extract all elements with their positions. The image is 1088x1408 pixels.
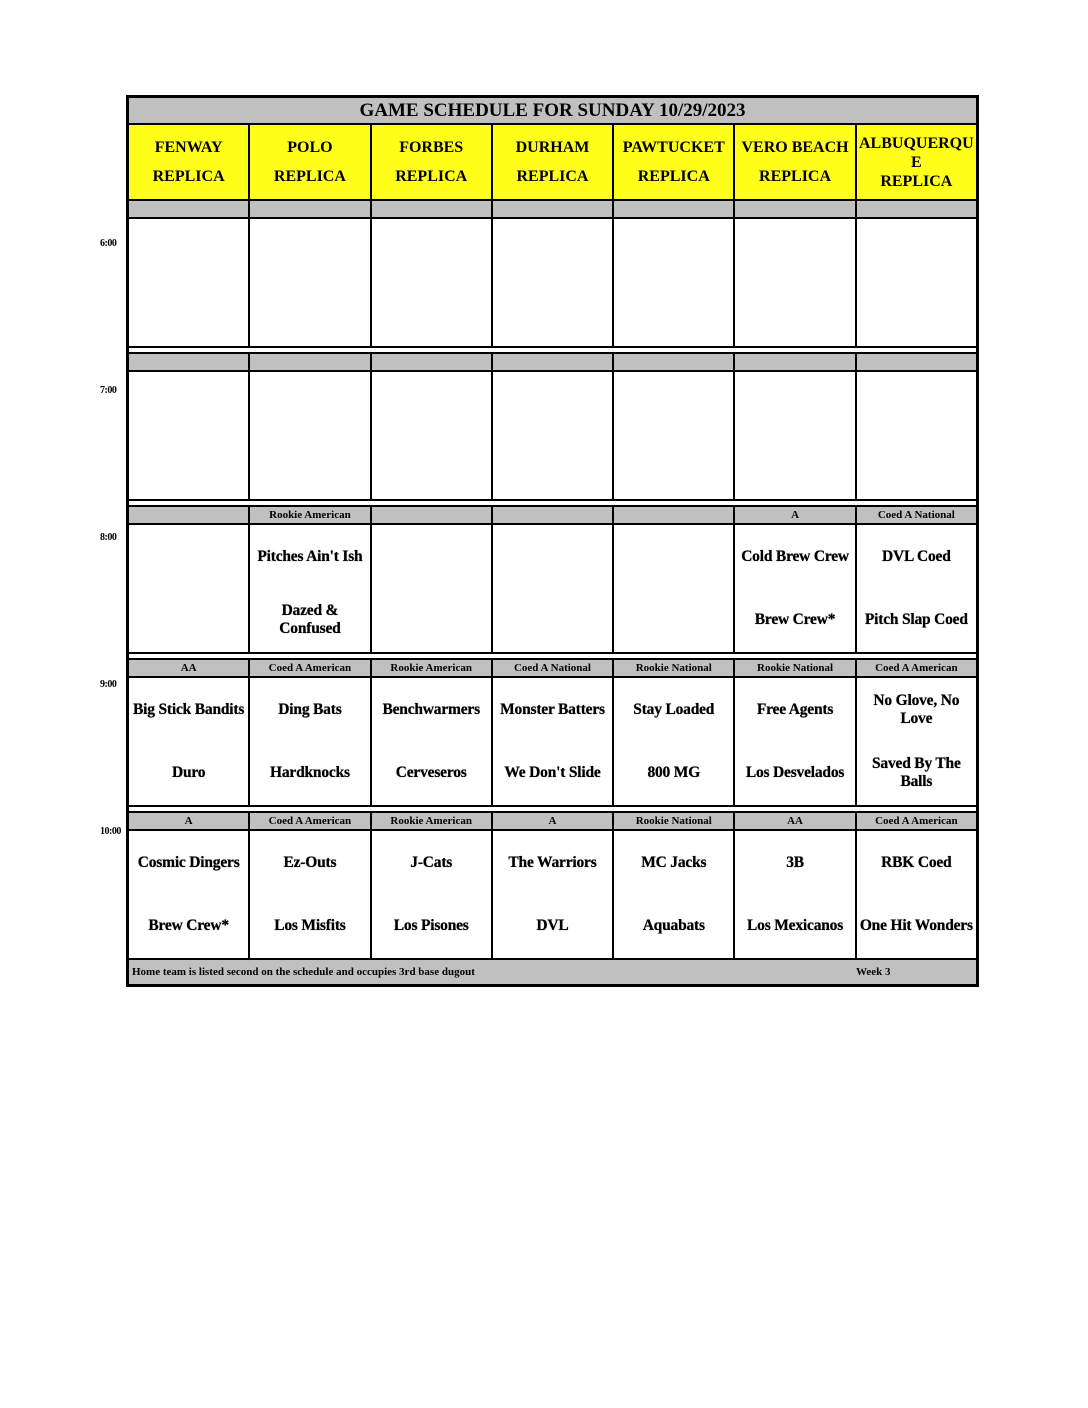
home-team	[915, 436, 917, 500]
division-label	[855, 354, 976, 370]
away-team: Benchwarmers	[382, 700, 480, 718]
division-label: AA	[733, 813, 854, 829]
away-team	[915, 219, 917, 283]
home-team	[551, 589, 553, 653]
away-team	[309, 372, 311, 436]
division-label: Coed A American	[248, 813, 369, 829]
home-team	[430, 589, 432, 653]
division-label: Rookie National	[612, 813, 733, 829]
game-cell	[612, 525, 733, 652]
field-name: FORBES	[399, 139, 464, 156]
division-label: Coed A National	[491, 660, 612, 676]
home-team	[188, 283, 190, 347]
home-team	[188, 436, 190, 500]
game-cell	[491, 678, 612, 805]
field-header	[129, 125, 248, 199]
game-cell	[855, 372, 976, 499]
footer-note: Home team is listed second on the schedule and occupies 3rd base dugout	[132, 966, 475, 978]
away-team: 3B	[786, 853, 804, 871]
game-cell	[248, 372, 369, 499]
game-cell	[129, 678, 248, 805]
away-team: J-Cats	[410, 853, 453, 871]
away-team: Ding Bats	[278, 700, 342, 718]
division-label	[855, 201, 976, 217]
home-team: DVL	[536, 917, 569, 935]
division-row	[129, 352, 976, 372]
division-row	[129, 658, 976, 678]
away-team: Cold Brew Crew	[741, 547, 849, 565]
game-cell	[491, 831, 612, 958]
home-team	[430, 436, 432, 500]
game-cell	[733, 219, 854, 346]
field-header	[733, 125, 854, 199]
away-team: MC Jacks	[641, 853, 707, 871]
time-label: 6:00	[100, 238, 117, 249]
home-team: Brew Crew*	[754, 611, 836, 629]
field-name: VERO BEACH	[741, 139, 849, 156]
home-team	[551, 283, 553, 347]
field-header	[855, 125, 976, 199]
home-team: Los Pisones	[393, 917, 469, 935]
game-cell	[248, 525, 369, 652]
home-team	[430, 283, 432, 347]
time-label: 7:00	[100, 385, 117, 396]
field-type: REPLICA	[516, 168, 589, 185]
home-team	[309, 283, 311, 347]
game-cell	[370, 372, 491, 499]
away-team	[673, 525, 675, 589]
division-label	[491, 354, 612, 370]
away-team	[915, 372, 917, 436]
away-team	[794, 372, 796, 436]
field-header	[491, 125, 612, 199]
away-team: Ez-Outs	[283, 853, 337, 871]
division-label: Coed A American	[855, 660, 976, 676]
division-label	[370, 201, 491, 217]
division-label	[248, 201, 369, 217]
field-name: PAWTUCKET	[622, 139, 725, 156]
field-header-row	[129, 125, 976, 201]
game-row	[129, 831, 976, 960]
division-label: Rookie American	[370, 660, 491, 676]
home-team: Los Desvelados	[745, 764, 845, 782]
game-cell	[612, 219, 733, 346]
away-team	[673, 219, 675, 283]
home-team	[551, 436, 553, 500]
home-team: Pitch Slap Coed	[864, 611, 968, 629]
division-label	[370, 354, 491, 370]
game-cell	[855, 525, 976, 652]
away-team	[551, 372, 553, 436]
time-slots	[129, 201, 976, 960]
game-cell	[491, 372, 612, 499]
home-team: Hardknocks	[270, 764, 350, 782]
time-label: 10:00	[100, 826, 121, 837]
schedule-footer	[129, 960, 976, 984]
field-type: REPLICA	[759, 168, 832, 185]
game-row	[129, 372, 976, 501]
game-cell	[612, 678, 733, 805]
home-team	[188, 589, 190, 653]
division-label: Rookie National	[733, 660, 854, 676]
schedule-title: GAME SCHEDULE FOR SUNDAY 10/29/2023	[129, 98, 976, 125]
time-label: 8:00	[100, 532, 117, 543]
division-label: A	[491, 813, 612, 829]
field-type: REPLICA	[637, 168, 710, 185]
home-team	[794, 283, 796, 347]
away-team: Free Agents	[756, 700, 834, 718]
home-team: Aquabats	[642, 917, 705, 935]
division-label	[248, 354, 369, 370]
division-label: A	[129, 813, 248, 829]
home-team	[794, 436, 796, 500]
away-team	[551, 219, 553, 283]
division-label: Rookie American	[370, 813, 491, 829]
home-team	[915, 283, 917, 347]
home-team: We Don't Slide	[504, 764, 601, 782]
division-label: A	[733, 507, 854, 523]
game-cell	[491, 219, 612, 346]
field-header	[248, 125, 369, 199]
away-team	[794, 219, 796, 283]
game-cell	[491, 525, 612, 652]
field-type: REPLICA	[273, 168, 346, 185]
field-header	[612, 125, 733, 199]
away-team	[430, 219, 432, 283]
division-row	[129, 201, 976, 219]
home-team	[673, 283, 675, 347]
game-cell	[733, 372, 854, 499]
division-label	[612, 354, 733, 370]
game-cell	[129, 219, 248, 346]
game-cell	[129, 831, 248, 958]
home-team: Dazed & Confused	[279, 602, 341, 638]
away-team: DVL Coed	[882, 547, 951, 565]
game-cell	[370, 525, 491, 652]
home-team: One Hit Wonders	[859, 917, 973, 935]
field-type: REPLICA	[152, 168, 225, 185]
away-team: RBK Coed	[881, 853, 952, 871]
game-cell	[129, 525, 248, 652]
game-cell	[248, 219, 369, 346]
home-team	[673, 589, 675, 653]
game-cell	[855, 219, 976, 346]
division-label	[370, 507, 491, 523]
away-team: Pitches Ain't Ish	[257, 547, 363, 565]
away-team	[188, 219, 190, 283]
away-team: Cosmic Dingers	[137, 853, 240, 871]
division-row	[129, 505, 976, 525]
division-label: Coed A American	[248, 660, 369, 676]
game-cell	[733, 831, 854, 958]
home-team: Los Mexicanos	[747, 917, 844, 935]
division-label	[733, 201, 854, 217]
division-label	[129, 354, 248, 370]
away-team	[430, 525, 432, 589]
home-team: Los Misfits	[274, 917, 346, 935]
away-team	[309, 219, 311, 283]
division-label	[612, 507, 733, 523]
division-label: AA	[129, 660, 248, 676]
away-team: Stay Loaded	[633, 700, 715, 718]
division-label: Rookie National	[612, 660, 733, 676]
game-cell	[855, 831, 976, 958]
division-label	[612, 201, 733, 217]
game-row	[129, 525, 976, 654]
game-cell	[248, 678, 369, 805]
home-team: Saved By The Balls	[872, 755, 961, 791]
home-team: Duro	[171, 764, 206, 782]
field-type: REPLICA	[880, 172, 953, 190]
away-team: Big Stick Bandits	[133, 700, 245, 718]
away-team	[430, 372, 432, 436]
game-cell	[733, 678, 854, 805]
field-type: REPLICA	[395, 168, 468, 185]
away-team	[673, 372, 675, 436]
game-cell	[612, 372, 733, 499]
time-label: 9:00	[100, 679, 117, 690]
week-label: Week 3	[856, 966, 891, 978]
division-label	[491, 507, 612, 523]
away-team	[188, 525, 190, 589]
game-row	[129, 678, 976, 807]
home-team	[309, 436, 311, 500]
division-label	[129, 201, 248, 217]
game-cell	[855, 678, 976, 805]
division-label	[129, 507, 248, 523]
field-name: DURHAM	[515, 139, 590, 156]
away-team: No Glove, No Love	[873, 691, 960, 727]
home-team	[673, 436, 675, 500]
game-cell	[733, 525, 854, 652]
away-team: The Warriors	[508, 853, 597, 871]
home-team: 800 MG	[647, 764, 701, 782]
away-team: Monster Batters	[500, 700, 605, 718]
game-cell	[370, 219, 491, 346]
division-label: Rookie American	[248, 507, 369, 523]
home-team: Cerveseros	[395, 764, 467, 782]
field-name: FENWAY	[154, 139, 223, 156]
away-team	[551, 525, 553, 589]
game-cell	[370, 678, 491, 805]
schedule-table	[126, 95, 979, 987]
game-row	[129, 219, 976, 348]
home-team: Brew Crew*	[148, 917, 229, 935]
game-cell	[248, 831, 369, 958]
field-name: ALBUQUERQUE	[858, 134, 974, 171]
field-header	[370, 125, 491, 199]
game-cell	[370, 831, 491, 958]
division-label	[491, 201, 612, 217]
division-label: Coed A National	[855, 507, 976, 523]
division-label	[733, 354, 854, 370]
field-name: POLO	[287, 139, 333, 156]
division-row	[129, 811, 976, 831]
game-cell	[612, 831, 733, 958]
away-team	[188, 372, 190, 436]
division-label: Coed A American	[855, 813, 976, 829]
game-cell	[129, 372, 248, 499]
